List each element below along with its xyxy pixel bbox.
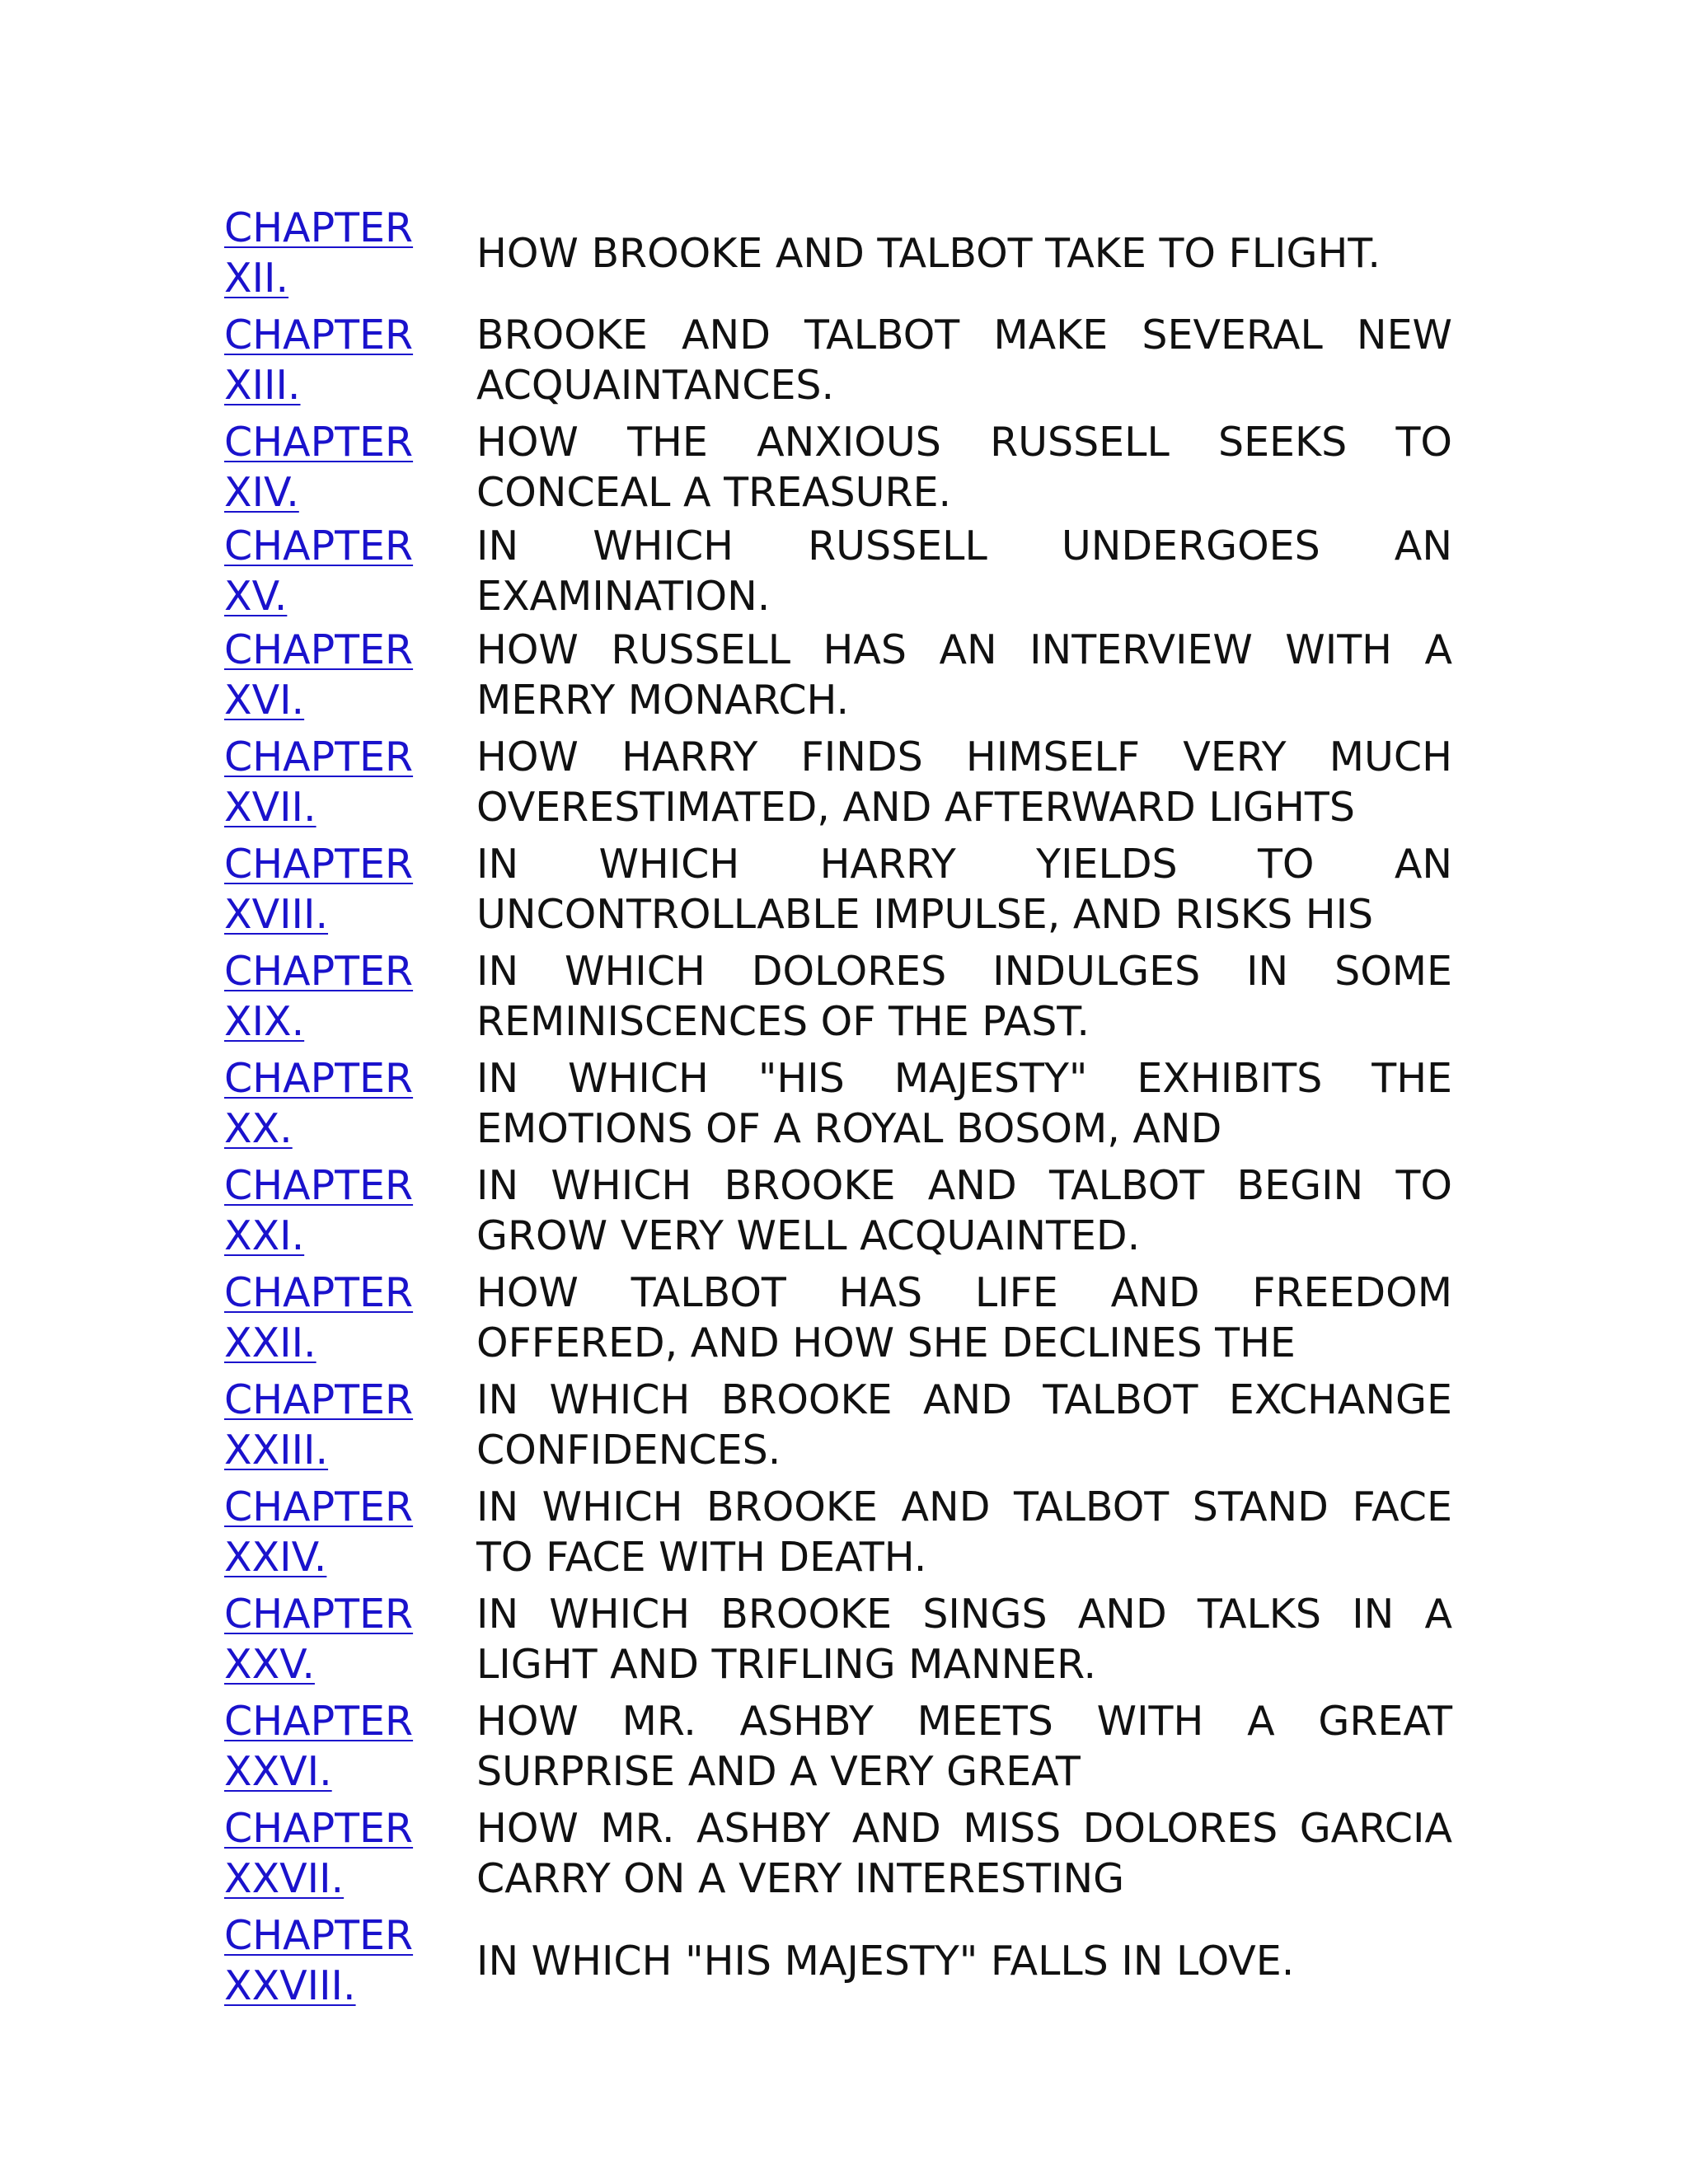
toc-entry (224, 414, 1452, 521)
chapter-title: IN WHICH "HIS MAJESTY" FALLS IN LOVE. (476, 1937, 1295, 1985)
chapter-title: IN WHICH DOLORES INDULGES IN SOME REMINISCENCES OF THE PAST. (476, 948, 1452, 1045)
toc-entry (224, 307, 1452, 414)
chapter-cell (224, 199, 476, 307)
chapter-title: IN WHICH BROOKE AND TALBOT STAND FACE TO FACE WITH DEATH. (476, 1483, 1452, 1581)
chapter-link[interactable]: CHAPTER XXV. (224, 1591, 414, 1688)
chapter-cell (224, 1371, 476, 1479)
chapter-cell (224, 729, 476, 836)
toc-entry (224, 1586, 1452, 1693)
chapter-cell (224, 1157, 476, 1264)
chapter-cell (224, 1800, 476, 1907)
toc-entry (224, 521, 1452, 621)
toc-entry (224, 199, 1452, 307)
chapter-cell (224, 1586, 476, 1693)
chapter-link[interactable]: CHAPTER XII. (224, 204, 414, 302)
chapter-link[interactable]: CHAPTER XVI. (224, 626, 414, 724)
chapter-cell (224, 307, 476, 414)
chapter-cell (224, 1264, 476, 1371)
table-of-contents (224, 199, 1452, 2014)
chapter-title: HOW HARRY FINDS HIMSELF VERY MUCH OVERESTIMATED, AND AFTERWARD LIGHTS (476, 733, 1452, 831)
chapter-link[interactable]: CHAPTER XIX. (224, 948, 414, 1045)
toc-entry (224, 1264, 1452, 1371)
chapter-cell (224, 1693, 476, 1800)
chapter-link[interactable]: CHAPTER XIII. (224, 312, 414, 409)
chapter-link[interactable]: CHAPTER XXVIII. (224, 1912, 414, 2009)
chapter-title: IN WHICH RUSSELL UNDERGOES AN EXAMINATION. (476, 523, 1452, 620)
chapter-link[interactable]: CHAPTER XXIII. (224, 1376, 414, 1474)
chapter-cell (224, 943, 476, 1050)
toc-entry (224, 621, 1452, 729)
chapter-title: HOW MR. ASHBY MEETS WITH A GREAT SURPRISE AND A VERY GREAT (476, 1698, 1452, 1795)
chapter-cell (224, 1479, 476, 1586)
chapter-title: IN WHICH BROOKE AND TALBOT BEGIN TO GROW VERY WELL ACQUAINTED. (476, 1162, 1452, 1259)
chapter-cell (224, 836, 476, 943)
toc-entry (224, 1371, 1452, 1479)
toc-entry (224, 943, 1452, 1050)
chapter-title: HOW THE ANXIOUS RUSSELL SEEKS TO CONCEAL A TREASURE. (476, 419, 1452, 516)
chapter-link[interactable]: CHAPTER XVII. (224, 733, 414, 831)
chapter-title: HOW BROOKE AND TALBOT TAKE TO FLIGHT. (476, 229, 1381, 277)
chapter-cell (224, 414, 476, 521)
chapter-title: HOW RUSSELL HAS AN INTERVIEW WITH A MERRY MONARCH. (476, 626, 1452, 724)
chapter-title: HOW TALBOT HAS LIFE AND FREEDOM OFFERED, AND HOW SHE DECLINES THE (476, 1269, 1452, 1366)
chapter-title: HOW MR. ASHBY AND MISS DOLORES GARCIA CARRY ON A VERY INTERESTING (476, 1805, 1452, 1902)
chapter-link[interactable]: CHAPTER XXII. (224, 1269, 414, 1366)
chapter-cell (224, 621, 476, 729)
toc-entry (224, 836, 1452, 943)
chapter-link[interactable]: CHAPTER XX. (224, 1055, 414, 1152)
toc-entry (224, 1693, 1452, 1800)
chapter-title: IN WHICH BROOKE SINGS AND TALKS IN A LIGHT AND TRIFLING MANNER. (476, 1591, 1452, 1688)
chapter-cell (224, 521, 476, 621)
chapter-title: BROOKE AND TALBOT MAKE SEVERAL NEW ACQUAINTANCES. (476, 312, 1452, 409)
chapter-title: IN WHICH HARRY YIELDS TO AN UNCONTROLLABLE IMPULSE, AND RISKS HIS (476, 841, 1452, 938)
toc-entry (224, 1050, 1452, 1157)
chapter-link[interactable]: CHAPTER XV. (224, 523, 414, 620)
chapter-link[interactable]: CHAPTER XXVII. (224, 1805, 414, 1902)
chapter-link[interactable]: CHAPTER XXI. (224, 1162, 414, 1259)
chapter-link[interactable]: CHAPTER XXIV. (224, 1483, 414, 1581)
toc-entry (224, 1907, 1452, 2014)
chapter-title: IN WHICH BROOKE AND TALBOT EXCHANGE CONFIDENCES. (476, 1376, 1452, 1474)
chapter-link[interactable]: CHAPTER XIV. (224, 419, 414, 516)
toc-entry (224, 1479, 1452, 1586)
chapter-cell (224, 1907, 476, 2014)
chapter-cell (224, 1050, 476, 1157)
toc-entry (224, 729, 1452, 836)
chapter-link[interactable]: CHAPTER XXVI. (224, 1698, 414, 1795)
toc-entry (224, 1157, 1452, 1264)
chapter-link[interactable]: CHAPTER XVIII. (224, 841, 414, 938)
toc-entry (224, 1800, 1452, 1907)
chapter-title: IN WHICH "HIS MAJESTY" EXHIBITS THE EMOTIONS OF A ROYAL BOSOM, AND (476, 1055, 1452, 1152)
